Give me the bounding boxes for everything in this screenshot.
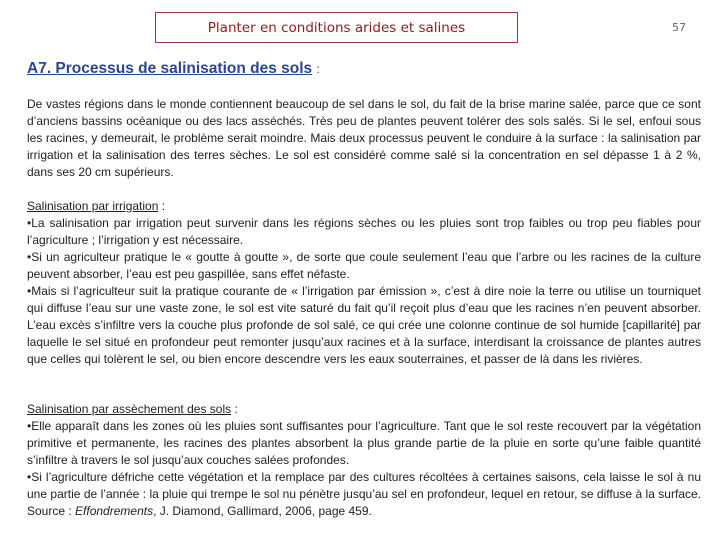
- assechement-bullet-text: Elle apparaît dans les zones où les pluies sont suffisantes pour l’agriculture. Tant que le sol reste recouvert par la végétation primitive et permanente, les racines des plantes absorbent la plus grande partie de la pluie en sorte qu’une faible quantité s’infiltre à travers le sol jusqu’aux couches salées profondes.: [27, 419, 701, 467]
- assechement-heading: Salinisation par assèchement des sols: [27, 402, 232, 416]
- irrigation-bullet-text: Si un agriculteur pratique le « goutte à goutte », de sorte que coule seulement l’eau que l’arbre ou les racines de la culture peuvent absorber, l’eau est peu gaspillée, sans effet néfaste.: [27, 250, 701, 281]
- irrigation-heading: Salinisation par irrigation: [27, 199, 159, 213]
- bullet-icon: •: [27, 216, 32, 230]
- assechement-heading-suffix: :: [231, 402, 238, 416]
- assechement-section: [27, 401, 701, 520]
- section-heading: [27, 60, 320, 78]
- irrigation-heading-line: [27, 198, 701, 215]
- bullet-icon: •: [27, 284, 32, 298]
- assechement-bullet-text: Si l’agriculture défriche cette végétation et la remplace par des cultures récoltées à certaines saisons, cela laisse le sol à nu une partie de l’année : la pluie qui trempe le sol nu pénètre jusqu’au sel en profondeur, lequel en retour, se diffuse à la surface. Source :: [27, 470, 701, 518]
- source-details: , J. Diamond, Gallimard, 2006, page 459.: [153, 504, 372, 518]
- bullet-icon: •: [27, 419, 32, 433]
- source-title: Effondrements: [75, 504, 154, 518]
- assechement-heading-line: [27, 401, 701, 418]
- header-title-box: [155, 12, 518, 43]
- assechement-bullet: [27, 469, 701, 520]
- irrigation-bullet-text: Mais si l’agriculteur suit la pratique courante de « l’irrigation par émission », c’est à dire noie la terre ou utilise un tourniquet qui diffuse l’eau sur une vaste zone, le sol est vite saturé du fait qu’il reçoit plus d’eau que les racines n’en peuvent absorber. L’eau excès s’infiltre vers la couche plus profonde de sol salé, ce qui crée une colonne continue de sol humide [capillarité] par laquelle le sel situé en profondeur peut remonter jusqu’aux racines et à la surface, interdisant la croissance de plantes autres que celles qui tolèrent le sel, ou bien encore descendre vers les eaux souterraines, et passer de là dans les rivières.: [27, 284, 701, 366]
- page-number: 57: [672, 21, 686, 34]
- irrigation-heading-suffix: :: [158, 199, 166, 213]
- irrigation-bullet: [27, 215, 701, 249]
- irrigation-bullet-text: La salinisation par irrigation peut survenir dans les régions sèches ou les pluies sont trop faibles ou trop peu fiables pour l’agriculture ; l’irrigation y est nécessaire.: [27, 216, 701, 247]
- irrigation-bullet: [27, 249, 701, 283]
- intro-paragraph: De vastes régions dans le monde contiennent beaucoup de sel dans le sol, du fait de la brise marine salée, parce que ce sont d’anciens bassins océanique ou des lacs asséchés. Très peu de plantes peuvent tolérer des sols salés. Si le sel, enfoui sous les racines, y demeurait, le problème serait moindre. Mais deux processus peuvent le conduire à la surface : la salinisation par irrigation et la salinisation des terres sèches. Le sol est considéré comme salé si la concentration en sel dépasse 1 à 2 %, dans ses 20 cm supérieurs.: [27, 97, 701, 179]
- irrigation-section: [27, 198, 701, 368]
- irrigation-bullet: [27, 283, 701, 368]
- section-heading-text: A7. Processus de salinisation des sols: [27, 60, 313, 77]
- assechement-bullet: [27, 418, 701, 469]
- bullet-icon: •: [27, 470, 32, 484]
- header-title: Planter en conditions arides et salines: [207, 19, 466, 36]
- section-heading-colon: :: [316, 62, 320, 76]
- bullet-icon: •: [27, 250, 32, 264]
